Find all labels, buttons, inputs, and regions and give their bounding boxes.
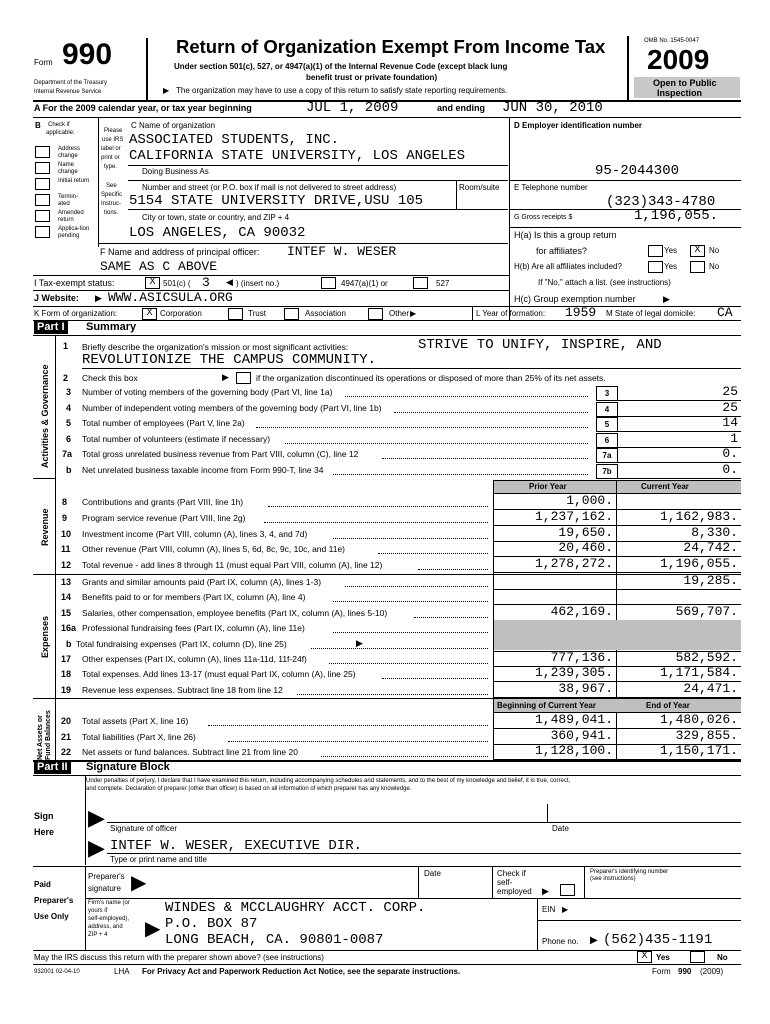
prior-year-value: 1,237,162.	[534, 508, 613, 524]
form-number: 990	[62, 38, 113, 71]
527-checkbox[interactable]	[413, 277, 428, 289]
for-affiliates-label: for affiliates?	[536, 246, 587, 256]
attach-list-note: If "No," attach a list. (see instructions)	[538, 278, 671, 287]
please-text: Specific	[101, 192, 123, 198]
self-label: self-	[497, 878, 513, 887]
inspection: Inspection	[657, 88, 703, 98]
current-year-value: 1,196,055.	[659, 556, 738, 572]
dot-leader	[378, 553, 488, 554]
firm-label-text: ZIP + 4	[88, 932, 108, 938]
signature-of-officer-label: Signature of officer	[110, 824, 178, 833]
form-subtitle2: benefit trust or private foundation)	[306, 73, 438, 82]
current-year-value: 1,162,983.	[659, 508, 738, 524]
arrow-right-icon: ▶	[163, 86, 170, 95]
line-desc: Total revenue - add lines 8 through 11 (must equal Part VIII, column (A), line 12)	[82, 560, 383, 571]
state-domicile-value: CA	[717, 305, 733, 320]
name-change-checkbox[interactable]	[35, 162, 50, 174]
line-desc: Number of independent voting members of the governing body (Part VI, line 1b)	[82, 402, 382, 413]
form-of-org-label: K Form of organization:	[34, 309, 118, 318]
terminated-checkbox[interactable]	[35, 194, 50, 206]
trust-checkbox[interactable]	[228, 308, 243, 320]
applicable-label: applicable:	[46, 130, 75, 136]
room-suite-label: Room/suite	[459, 183, 500, 192]
open-to-public: Open to Public	[653, 78, 717, 88]
amended-return-label: Amended return	[58, 210, 84, 223]
preparer-phone: (562)435-1191	[603, 932, 713, 948]
current-year-value: 1,480,026.	[659, 712, 738, 727]
street-address: 5154 STATE UNIVERSITY DRIVE,USU 105	[129, 193, 424, 209]
line-number: 13	[61, 577, 72, 587]
line-desc: Total number of employees (Part V, line 2a)	[82, 418, 245, 428]
form-subtitle3: The organization may have to use a copy of this return to satisfy state reporting requirements.	[176, 86, 508, 95]
firm-label-text: yours if	[88, 908, 108, 914]
state-domicile-label: M State of legal domicile:	[606, 309, 696, 318]
part1-title: Summary	[86, 321, 137, 333]
line-box-number: 5	[596, 417, 618, 432]
dot-leader	[264, 522, 488, 523]
employed-label: employed	[497, 887, 532, 896]
side-expenses: Expenses	[40, 615, 50, 658]
form-word: Form	[34, 58, 53, 67]
sign-arrow-icon: ▶	[88, 805, 105, 830]
please-text: See	[106, 183, 117, 189]
current-year-value: 19,285.	[683, 573, 738, 588]
line-number: 7a	[62, 449, 73, 459]
terminated-label: Termin-ated	[58, 194, 79, 207]
line-number: 19	[61, 684, 72, 695]
firm-label-text: self-employed),	[88, 916, 130, 922]
city-label: City or town, state or country, and ZIP + 4	[142, 213, 290, 222]
please-text: use IRS	[102, 137, 124, 143]
current-year-value: 24,742.	[683, 540, 738, 556]
website-value: WWW.ASICSULA.ORG	[108, 290, 233, 305]
prior-year-value: 1,278,272.	[534, 556, 613, 572]
dot-leader	[333, 474, 588, 475]
check-if-label: Check if	[48, 122, 70, 128]
dot-leader	[208, 725, 489, 726]
and-ending-label: and ending	[437, 103, 485, 113]
line-desc: Total assets (Part X, line 16)	[82, 716, 189, 726]
arrow-left-icon: ◀	[226, 277, 233, 287]
other-label: Other	[389, 309, 410, 318]
group-return-no-checkbox[interactable]: X	[690, 245, 705, 257]
part2-label: Part II	[34, 761, 71, 774]
line-number: 15	[61, 607, 72, 618]
line-number: 12	[61, 560, 72, 571]
dot-leader	[345, 396, 588, 397]
city-state-zip: LOS ANGELES, CA 90032	[129, 225, 306, 241]
dot-leader	[382, 458, 588, 459]
line-value: 14	[722, 415, 738, 430]
501c-label: 501(c) (	[163, 279, 191, 288]
yes-label: Yes	[664, 246, 678, 255]
current-year-header: Current Year	[641, 482, 689, 491]
dot-leader	[418, 569, 488, 570]
please-text: tions.	[104, 210, 119, 216]
arrow-right-icon: ▶	[356, 637, 363, 648]
use-only-label: Use Only	[34, 912, 69, 921]
row-divider	[596, 478, 741, 479]
perjury-text-2: and complete. Declaration of preparer (other than officer) is based on all information of which preparer has any knowledge.	[86, 786, 412, 792]
arrow-right-icon: ▶	[562, 905, 569, 914]
prior-year-value: 777,136.	[550, 650, 613, 665]
tax-year-begin: JUL 1, 2009	[306, 100, 399, 116]
line-desc: Net assets or fund balances. Subtract line 21 from line 20	[82, 747, 298, 757]
paid-label: Paid	[34, 880, 51, 889]
initial-return-label: Initial return	[58, 178, 90, 184]
year-of-formation-label: L Year of formation:	[476, 309, 546, 318]
group-exemption-label: H(c) Group exemption number	[514, 294, 636, 304]
line-desc: Other expenses (Part IX, column (A), lines 11a-11d, 11f-24f)	[82, 654, 307, 664]
dept-line2: Internal Revenue Service	[34, 89, 102, 95]
group-return-label: H(a) Is this a group return	[514, 230, 617, 240]
preparers-label: Preparer's	[34, 896, 74, 905]
tax-exempt-status-label: I Tax-exempt status:	[34, 278, 115, 288]
line-number: 11	[61, 544, 71, 555]
discontinued-checkbox[interactable]	[236, 372, 251, 384]
501c-number: 3	[202, 275, 210, 290]
prior-year-value: 1,239,305.	[534, 665, 613, 681]
application-pending-checkbox[interactable]	[35, 226, 50, 238]
501c-checkbox[interactable]: X	[145, 277, 160, 289]
dot-leader	[394, 412, 588, 413]
org-name-2: CALIFORNIA STATE UNIVERSITY, LOS ANGELES	[129, 148, 466, 164]
current-year-value: 569,707.	[675, 603, 738, 619]
line-value: 0.	[722, 446, 738, 461]
other-checkbox[interactable]	[368, 308, 383, 320]
perjury-text-1: Under penalties of perjury, I declare that I have examined this return, including accompanying schedules and statements, and to the best of my knowledge and belief, it is true, correct,	[86, 778, 571, 784]
ein-value: 95-2044300	[595, 163, 680, 179]
current-year-value: 1,150,171.	[659, 743, 738, 758]
boy-header: Beginning of Current Year	[497, 701, 596, 710]
preparer-id-label-1: Preparer's identifying number	[590, 869, 669, 875]
sign-arrow-icon: ▶	[88, 835, 105, 860]
prior-year-value: 1,489,041.	[534, 712, 613, 727]
row-divider	[493, 589, 741, 590]
association-checkbox[interactable]	[284, 308, 299, 320]
ein-label: EIN	[542, 905, 556, 914]
dot-leader	[285, 443, 589, 444]
line-box-number: 7a	[596, 448, 618, 463]
footer-form-number: 990	[678, 967, 692, 976]
line-desc: Professional fundraising fees (Part IX, column (A), line 11e)	[82, 623, 305, 634]
line-number: 3	[66, 387, 72, 397]
firm-address-1: P.O. BOX 87	[165, 916, 258, 932]
telephone-value: (323)343-4780	[606, 194, 716, 210]
prior-year-value: 1,128,100.	[534, 743, 613, 758]
ein-label: D Employer identification number	[514, 121, 643, 130]
group-return-yes-checkbox[interactable]	[648, 245, 663, 257]
form-subtitle1: Under section 501(c), 527, or 4947(a)(1) of the Internal Revenue Code (except black lung	[174, 62, 508, 71]
prior-year-header: Prior Year	[529, 482, 567, 491]
please-text: Please	[104, 128, 123, 134]
street-label: Number and street (or P.O. box if mail is not delivered to street address)	[142, 183, 397, 192]
line-number: 4	[66, 402, 72, 413]
line-box-number: 7b	[596, 464, 618, 479]
527-label: 527	[436, 279, 450, 288]
preparer-date-label: Date	[424, 869, 441, 878]
prior-year-value: 19,650.	[558, 524, 613, 540]
line-desc: Program service revenue (Part VIII, line 2g)	[82, 512, 246, 523]
org-name-1: ASSOCIATED STUDENTS, INC.	[129, 132, 340, 148]
firm-name: WINDES & MCCLAUGHRY ACCT. CORP.	[165, 900, 426, 916]
line-desc: Revenue less expenses. Subtract line 18 from line 12	[82, 684, 283, 695]
here-label: Here	[34, 827, 55, 837]
org-name-label: C Name of organization	[131, 121, 216, 130]
amended-return-checkbox[interactable]	[35, 210, 50, 222]
preparer-sig-label-2: signature	[88, 884, 121, 893]
address-change-checkbox[interactable]	[35, 146, 50, 158]
line-number: 5	[66, 418, 72, 428]
website-label: J Website:	[34, 293, 79, 303]
dot-leader	[311, 648, 488, 649]
current-year-value: 582,592.	[675, 650, 738, 665]
line-desc: Contributions and grants (Part VIII, line 1h)	[82, 497, 244, 507]
phone-label: Phone no.	[542, 937, 579, 946]
type-name-label: Type or print name and title	[110, 855, 207, 864]
line2-post: if the organization discontinued its operations or disposed of more than 25% of its net assets.	[256, 373, 606, 383]
address-change-label: Address change	[58, 146, 81, 159]
line-number: 10	[61, 528, 72, 539]
omb-number: OMB No. 1545-0047	[644, 38, 700, 44]
prior-year-value: 20,460.	[558, 540, 613, 556]
footer-form-word: Form	[652, 967, 671, 976]
check-if-label: Check if	[497, 869, 526, 878]
line2-pre: Check this box	[82, 373, 138, 383]
part2-title: Signature Block	[86, 761, 170, 773]
discuss-no-checkbox[interactable]	[690, 951, 705, 963]
dot-leader	[382, 678, 488, 679]
line-desc: Salaries, other compensation, employee benefits (Part IX, column (A), lines 5-10)	[82, 607, 388, 618]
corporation-label: Corporation	[160, 309, 202, 318]
trust-label: Trust	[248, 309, 266, 318]
line-desc: Other revenue (Part VIII, column (A), lines 5, 6d, 8c, 9c, 10c, and 11e)	[82, 544, 345, 555]
firm-address-2: LONG BEACH, CA. 90801-0087	[165, 932, 384, 948]
application-pending-label: Applica-tion pending	[58, 226, 90, 239]
sign-arrow-icon: ▶	[131, 872, 147, 894]
line-desc: Total expenses. Add lines 13-17 (must equal Part IX, column (A), line 25)	[82, 669, 356, 680]
telephone-label: E Telephone number	[514, 183, 588, 192]
dot-leader	[256, 427, 588, 428]
no-label: No	[709, 246, 720, 255]
principal-officer-address: SAME AS C ABOVE	[100, 259, 218, 274]
line-value: 1	[730, 430, 738, 446]
side-net-assets: Net Assets or Fund Balances	[37, 710, 52, 760]
arrow-right-icon: ▶	[95, 293, 102, 303]
line-number: 8	[62, 497, 68, 507]
prior-year-value: 462,169.	[550, 603, 613, 619]
line-number: 21	[61, 731, 72, 742]
line-number: 16a	[61, 623, 77, 634]
dot-leader	[345, 586, 488, 587]
side-activities-governance: Activities & Governance	[40, 364, 50, 468]
please-text: Instruc-	[101, 201, 122, 207]
please-text: print or	[101, 155, 120, 161]
current-year-value: 1,171,584.	[659, 665, 738, 681]
line-desc: Total liabilities (Part X, line 26)	[82, 731, 196, 742]
line-number: 14	[61, 592, 72, 603]
line-number: 1	[63, 341, 69, 351]
please-text: type.	[104, 164, 118, 170]
discuss-yes-checkbox[interactable]: X	[637, 951, 652, 963]
current-year-value: 24,471.	[683, 680, 738, 696]
discuss-question: May the IRS discuss this return with the preparer shown above? (see instructions)	[34, 953, 324, 962]
line-a-label: A For the 2009 calendar year, or tax year beginning	[34, 103, 252, 113]
line-desc: Investment income (Part VIII, column (A), lines 3, 4, and 7d)	[82, 528, 308, 539]
line-desc: Total number of volunteers (estimate if necessary)	[82, 433, 271, 444]
sign-date-label: Date	[552, 824, 569, 833]
footer-year: (2009)	[700, 967, 724, 976]
mission-value-2: REVOLUTIONIZE THE CAMPUS COMMUNITY.	[82, 352, 377, 368]
line-desc: Grants and similar amounts paid (Part IX, column (A), lines 1-3)	[82, 577, 322, 587]
prior-year-value: 1,000.	[566, 493, 613, 508]
dot-leader	[268, 506, 488, 507]
line-number: 20	[61, 716, 72, 726]
line-value: 25	[722, 384, 738, 399]
current-year-value: 8,330.	[691, 524, 738, 540]
association-label: Association	[305, 309, 346, 318]
principal-officer-name: INTEF W. WESER	[287, 244, 397, 259]
affiliates-yes-checkbox[interactable]	[648, 261, 663, 273]
initial-return-checkbox[interactable]	[35, 178, 50, 190]
dot-leader	[333, 601, 488, 602]
prior-year-value: 360,941.	[550, 727, 613, 743]
arrow-right-icon: ▶	[663, 294, 670, 304]
self-employed-checkbox[interactable]	[560, 884, 575, 896]
line-number: 18	[61, 669, 72, 680]
line-number: b	[66, 638, 72, 649]
dot-leader	[329, 663, 488, 664]
firm-label-text: Firm's name (or	[88, 900, 130, 906]
line-box-number: 4	[596, 402, 618, 417]
dept-line1: Department of the Treasury	[34, 80, 108, 86]
yes-label: Yes	[656, 953, 670, 962]
dba-label: Doing Business As	[142, 167, 209, 176]
current-year-value: 329,855.	[675, 727, 738, 743]
line-number: 22	[61, 747, 72, 757]
dot-leader	[228, 741, 488, 742]
arrow-right-icon: ▶	[410, 309, 417, 318]
no-label: No	[717, 953, 728, 962]
year-of-formation-value: 1959	[565, 305, 597, 320]
corporation-checkbox[interactable]: X	[142, 308, 157, 320]
line-box-number: 6	[596, 433, 618, 448]
tax-year-end: JUN 30, 2010	[502, 100, 603, 116]
affiliates-no-checkbox[interactable]	[690, 261, 705, 273]
gross-receipts-value: 1,196,055.	[634, 208, 719, 224]
arrow-right-icon: ▶	[590, 935, 598, 946]
4947-label: 4947(a)(1) or	[341, 279, 388, 288]
principal-officer-label: F Name and address of principal officer:	[100, 247, 260, 257]
prior-year-value: 38,967.	[558, 680, 613, 696]
arrow-right-icon: ▶	[222, 372, 229, 382]
line-desc: Total fundraising expenses (Part IX, column (D), line 25)	[76, 638, 287, 649]
arrow-right-icon: ▶	[542, 886, 549, 896]
sign-label: Sign	[34, 811, 54, 821]
footer-privacy: For Privacy Act and Paperwork Reduction Act Notice, see the separate instructions.	[142, 967, 461, 976]
line-desc: Total gross unrelated business revenue from Part VIII, column (C), line 12	[82, 449, 359, 459]
line-number: b	[66, 464, 72, 475]
gross-receipts-label: G Gross receipts $	[514, 214, 573, 221]
preparer-sig-label-1: Preparer's	[88, 872, 125, 881]
line-number: 17	[61, 654, 72, 664]
affiliates-included-label: H(b) Are all affiliates included?	[514, 262, 622, 271]
dot-leader	[333, 632, 488, 633]
firm-label-text: address, and	[88, 924, 123, 930]
line-number: 6	[66, 433, 72, 444]
form-title: Return of Organization Exempt From Income Tax	[176, 36, 606, 57]
name-change-label: Name change	[58, 162, 78, 175]
line-desc: Net unrelated business taxable income from Form 990-T, line 34	[82, 464, 324, 475]
dot-leader	[297, 694, 488, 695]
line1-desc: Briefly describe the organization's mission or most significant activities:	[82, 342, 349, 352]
footer-lha: LHA	[114, 967, 130, 976]
line-number: 9	[62, 512, 68, 523]
eoy-header: End of Year	[646, 701, 690, 710]
4947-checkbox[interactable]	[321, 277, 336, 289]
line-box-number: 3	[596, 386, 618, 401]
firm-arrow-icon: ▶	[145, 918, 161, 940]
line-value: 25	[722, 399, 738, 415]
no-label: No	[709, 262, 720, 271]
dot-leader	[333, 538, 488, 539]
line-desc: Benefits paid to or for members (Part IX, column (A), line 4)	[82, 592, 306, 603]
line-value: 0.	[722, 461, 738, 477]
insert-no-label: ) (insert no.)	[236, 279, 280, 288]
yes-label: Yes	[664, 262, 678, 271]
section-b-label: B	[35, 121, 41, 130]
footer-code: 932001 02-04-10	[34, 969, 80, 975]
line-desc: Number of voting members of the governing body (Part VI, line 1a)	[82, 387, 333, 397]
line-number: 2	[63, 373, 69, 383]
officer-name-title: INTEF W. WESER, EXECUTIVE DIR.	[110, 838, 363, 854]
mission-value-1: STRIVE TO UNIFY, INSPIRE, AND	[418, 337, 662, 353]
dot-leader	[414, 617, 488, 618]
preparer-id-label-2: (see instructions)	[590, 876, 636, 882]
dot-leader	[321, 756, 488, 757]
part1-label: Part I	[34, 321, 68, 334]
please-text: label or	[101, 146, 121, 152]
tax-year: 2009	[647, 44, 710, 75]
side-revenue: Revenue	[40, 508, 50, 546]
